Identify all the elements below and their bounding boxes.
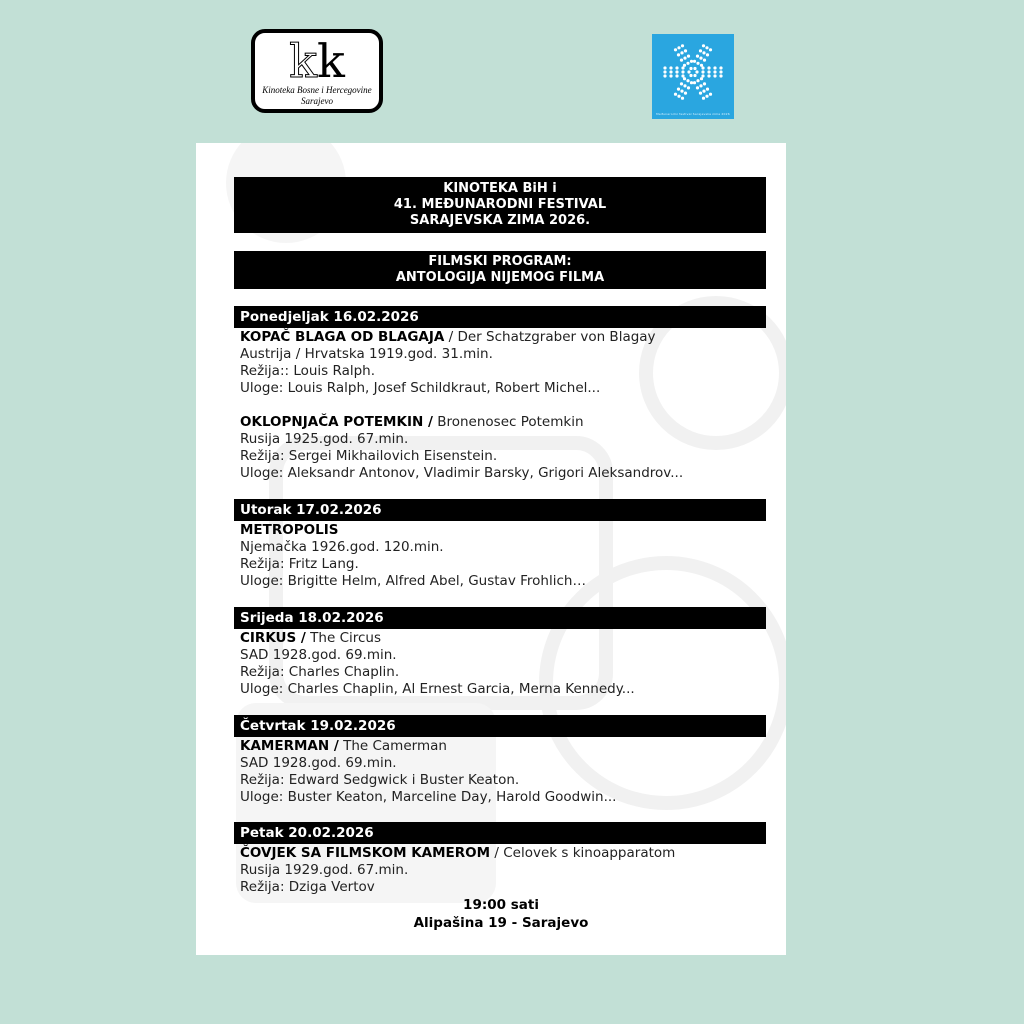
snowflake-dot (689, 67, 692, 70)
snowflake-dot (687, 70, 690, 73)
snowflake-dot (713, 74, 716, 77)
snowflake-dot (703, 82, 706, 85)
film-info: SAD 1928.god. 69.min. (240, 647, 397, 663)
kinoteka-logo (251, 29, 383, 113)
snowflake-dot (684, 49, 687, 52)
film-title: OKLOPNJAČA POTEMKIN / (240, 414, 433, 430)
snowflake-dot (696, 62, 699, 65)
snowflake-dot (680, 82, 683, 85)
snowflake-dot (674, 93, 677, 96)
snowflake-dot (683, 77, 686, 80)
snowflake-dot (702, 44, 705, 47)
snowflake-dot (686, 62, 689, 65)
snowflake-dot (675, 66, 678, 69)
snowflake-dot (719, 66, 722, 69)
snowflake-dot (684, 92, 687, 95)
snowflake-dot (690, 60, 693, 63)
snowflake-dot (663, 70, 666, 73)
snowflake-dot (706, 88, 709, 91)
snowflake-dot (687, 86, 690, 89)
film-entry: ČOVJEK SA FILMSKOM KAMEROM / Celovek s kinoapparatom Rusija 1929.god. 67.min. Režija: Dziga Vertov (240, 845, 676, 895)
film-director: Režija: Sergei Mikhailovich Eisenstein. (240, 448, 498, 464)
film-original-title: The Circus (310, 630, 382, 646)
film-original-title: Der Schatzgraber von Blagay (457, 329, 656, 345)
snowflake-dot (681, 97, 684, 100)
film-director: Režija:: Louis Ralph. (240, 363, 376, 379)
snowflake-dot (674, 48, 677, 51)
snowflake-dot (709, 48, 712, 51)
film-cast: Uloge: Charles Chaplin, Al Ernest Garcia, Merna Kennedy... (240, 681, 635, 697)
film-cast: Uloge: Buster Keaton, Marceline Day, Harold Goodwin... (240, 789, 617, 805)
film-original-title: Bronenosec Potemkin (437, 414, 584, 430)
snowflake-dot (677, 88, 680, 91)
film-info: SAD 1928.god. 69.min. (240, 755, 397, 771)
film-entry (240, 738, 616, 806)
snowflake-dot (713, 70, 716, 73)
film-title: KOPAČ BLAGA OD BLAGAJA (240, 329, 445, 345)
film-entry (240, 414, 683, 482)
snowflake-dot (680, 90, 683, 93)
kinoteka-logo-mark: kk (289, 34, 345, 88)
film-title: KAMERMAN / (240, 738, 339, 754)
snowflake-dot (693, 60, 696, 63)
snowflake-dot (693, 81, 696, 84)
snowflake-dot (719, 74, 722, 77)
snowflake-icon (652, 34, 734, 119)
snowflake-dot (707, 66, 710, 69)
snowflake-dot (699, 92, 702, 95)
snowflake-dot (699, 84, 702, 87)
film-cast: Uloge: Aleksandr Antonov, Vladimir Barsky, Grigori Aleksandrov... (240, 465, 684, 481)
snowflake-dot (713, 66, 716, 69)
snowflake-dot (707, 74, 710, 77)
film-director: Režija: Charles Chaplin. (240, 664, 400, 680)
film-info: Rusija 1929.god. 67.min. (240, 862, 409, 878)
snowflake-dot (696, 79, 699, 82)
snowflake-dot (681, 70, 684, 73)
kinoteka-logo-caption-1: Kinoteka Bosne i Hercegovine (262, 85, 372, 95)
snowflake-dot (669, 66, 672, 69)
festival-logo-caption: Međunarodni festival Sarajevska zima 2026 (656, 112, 730, 116)
snowflake-dot (680, 59, 683, 62)
film-original-title: Celovek s kinoapparatom (503, 845, 676, 861)
snowflake-dot (699, 49, 702, 52)
film-entry (240, 630, 635, 698)
day-header-tuesday: Utorak 17.02.2026 (234, 499, 766, 521)
film-info: Rusija 1925.god. 67.min. (240, 431, 409, 447)
snowflake-dot (680, 51, 683, 54)
snowflake-dot (669, 70, 672, 73)
snowflake-dot (686, 79, 689, 82)
day-header-monday: Ponedjeljak 16.02.2026 (234, 306, 766, 328)
snowflake-dot (705, 46, 708, 49)
kinoteka-logo-caption-2: Sarajevo (301, 96, 333, 106)
film-director: Režija: Edward Sedgwick i Buster Keaton. (240, 772, 520, 788)
snowflake-dot (669, 74, 672, 77)
program-header: FILMSKI PROGRAM: ANTOLOGIJA NIJEMOG FILMA (234, 251, 766, 289)
film-entry (240, 522, 586, 590)
screening-address: Alipašina 19 - Sarajevo (413, 915, 589, 931)
snowflake-dot (700, 77, 703, 80)
snowflake-dot (696, 55, 699, 58)
snowflake-dot (701, 66, 704, 69)
film-cast: Uloge: Brigitte Helm, Alfred Abel, Gustav Frohlich… (240, 573, 586, 589)
film-title: CIRKUS / (240, 630, 306, 646)
film-cast: Uloge: Louis Ralph, Josef Schildkraut, Robert Michel... (240, 380, 601, 396)
film-title: ČOVJEK SA FILMSKOM KAMEROM (240, 845, 491, 861)
snowflake-dot (693, 67, 696, 70)
program-sheet (196, 143, 786, 955)
screening-time: 19:00 sati (463, 897, 539, 913)
snowflake-dot (700, 64, 703, 67)
snowflake-dot (701, 70, 704, 73)
snowflake-dot (699, 57, 702, 60)
snowflake-dot (702, 90, 705, 93)
film-director: Režija: Fritz Lang. (240, 556, 359, 572)
snowflake-dot (677, 46, 680, 49)
snowflake-dot (677, 95, 680, 98)
snowflake-dot (719, 70, 722, 73)
snowflake-dot (695, 70, 698, 73)
snowflake-dot (701, 74, 704, 77)
snowflake-dot (663, 74, 666, 77)
snowflake-dot (677, 53, 680, 56)
film-info: Njemačka 1926.god. 120.min. (240, 539, 444, 555)
film-entry: KOPAČ BLAGA OD BLAGAJA / Der Schatzgraber von Blagay Austrija / Hrvatska 1919.god. 31.min. Režija:: Louis Ralph. Uloge: Louis Ralph, Josef Schildkraut, Robert Michel... (240, 329, 656, 396)
snowflake-dot (705, 95, 708, 98)
day-header-thursday: Četvrtak 19.02.2026 (234, 715, 766, 737)
snowflake-dot (681, 74, 684, 77)
festival-logo (652, 34, 734, 119)
snowflake-dot (687, 55, 690, 58)
snowflake-dot (683, 84, 686, 87)
snowflake-dot (690, 81, 693, 84)
film-original-title: The Camerman (343, 738, 447, 754)
snowflake-dot (703, 59, 706, 62)
snowflake-dot (675, 74, 678, 77)
snowflake-dot (702, 97, 705, 100)
day-header-wednesday: Srijeda 18.02.2026 (234, 607, 766, 629)
snowflake-dot (683, 57, 686, 60)
snowflake-dot (696, 86, 699, 89)
snowflake-dot (702, 51, 705, 54)
snowflake-dot (706, 53, 709, 56)
snowflake-dot (675, 70, 678, 73)
film-info: Austrija / Hrvatska 1919.god. 31.min. (240, 346, 493, 362)
snowflake-dot (683, 64, 686, 67)
film-title: METROPOLIS (240, 522, 339, 538)
snowflake-dot (663, 66, 666, 69)
film-director: Režija: Dziga Vertov (240, 879, 375, 895)
snowflake-dot (707, 70, 710, 73)
snowflake-dot (709, 93, 712, 96)
festival-header: KINOTEKA BiH i 41. MEĐUNARODNI FESTIVAL SARAJEVSKA ZIMA 2026. (234, 177, 766, 233)
snowflake-dot (689, 74, 692, 77)
day-header-friday: Petak 20.02.2026 (234, 822, 766, 844)
snowflake-dot (681, 44, 684, 47)
snowflake-dot (693, 74, 696, 77)
snowflake-dot (681, 66, 684, 69)
